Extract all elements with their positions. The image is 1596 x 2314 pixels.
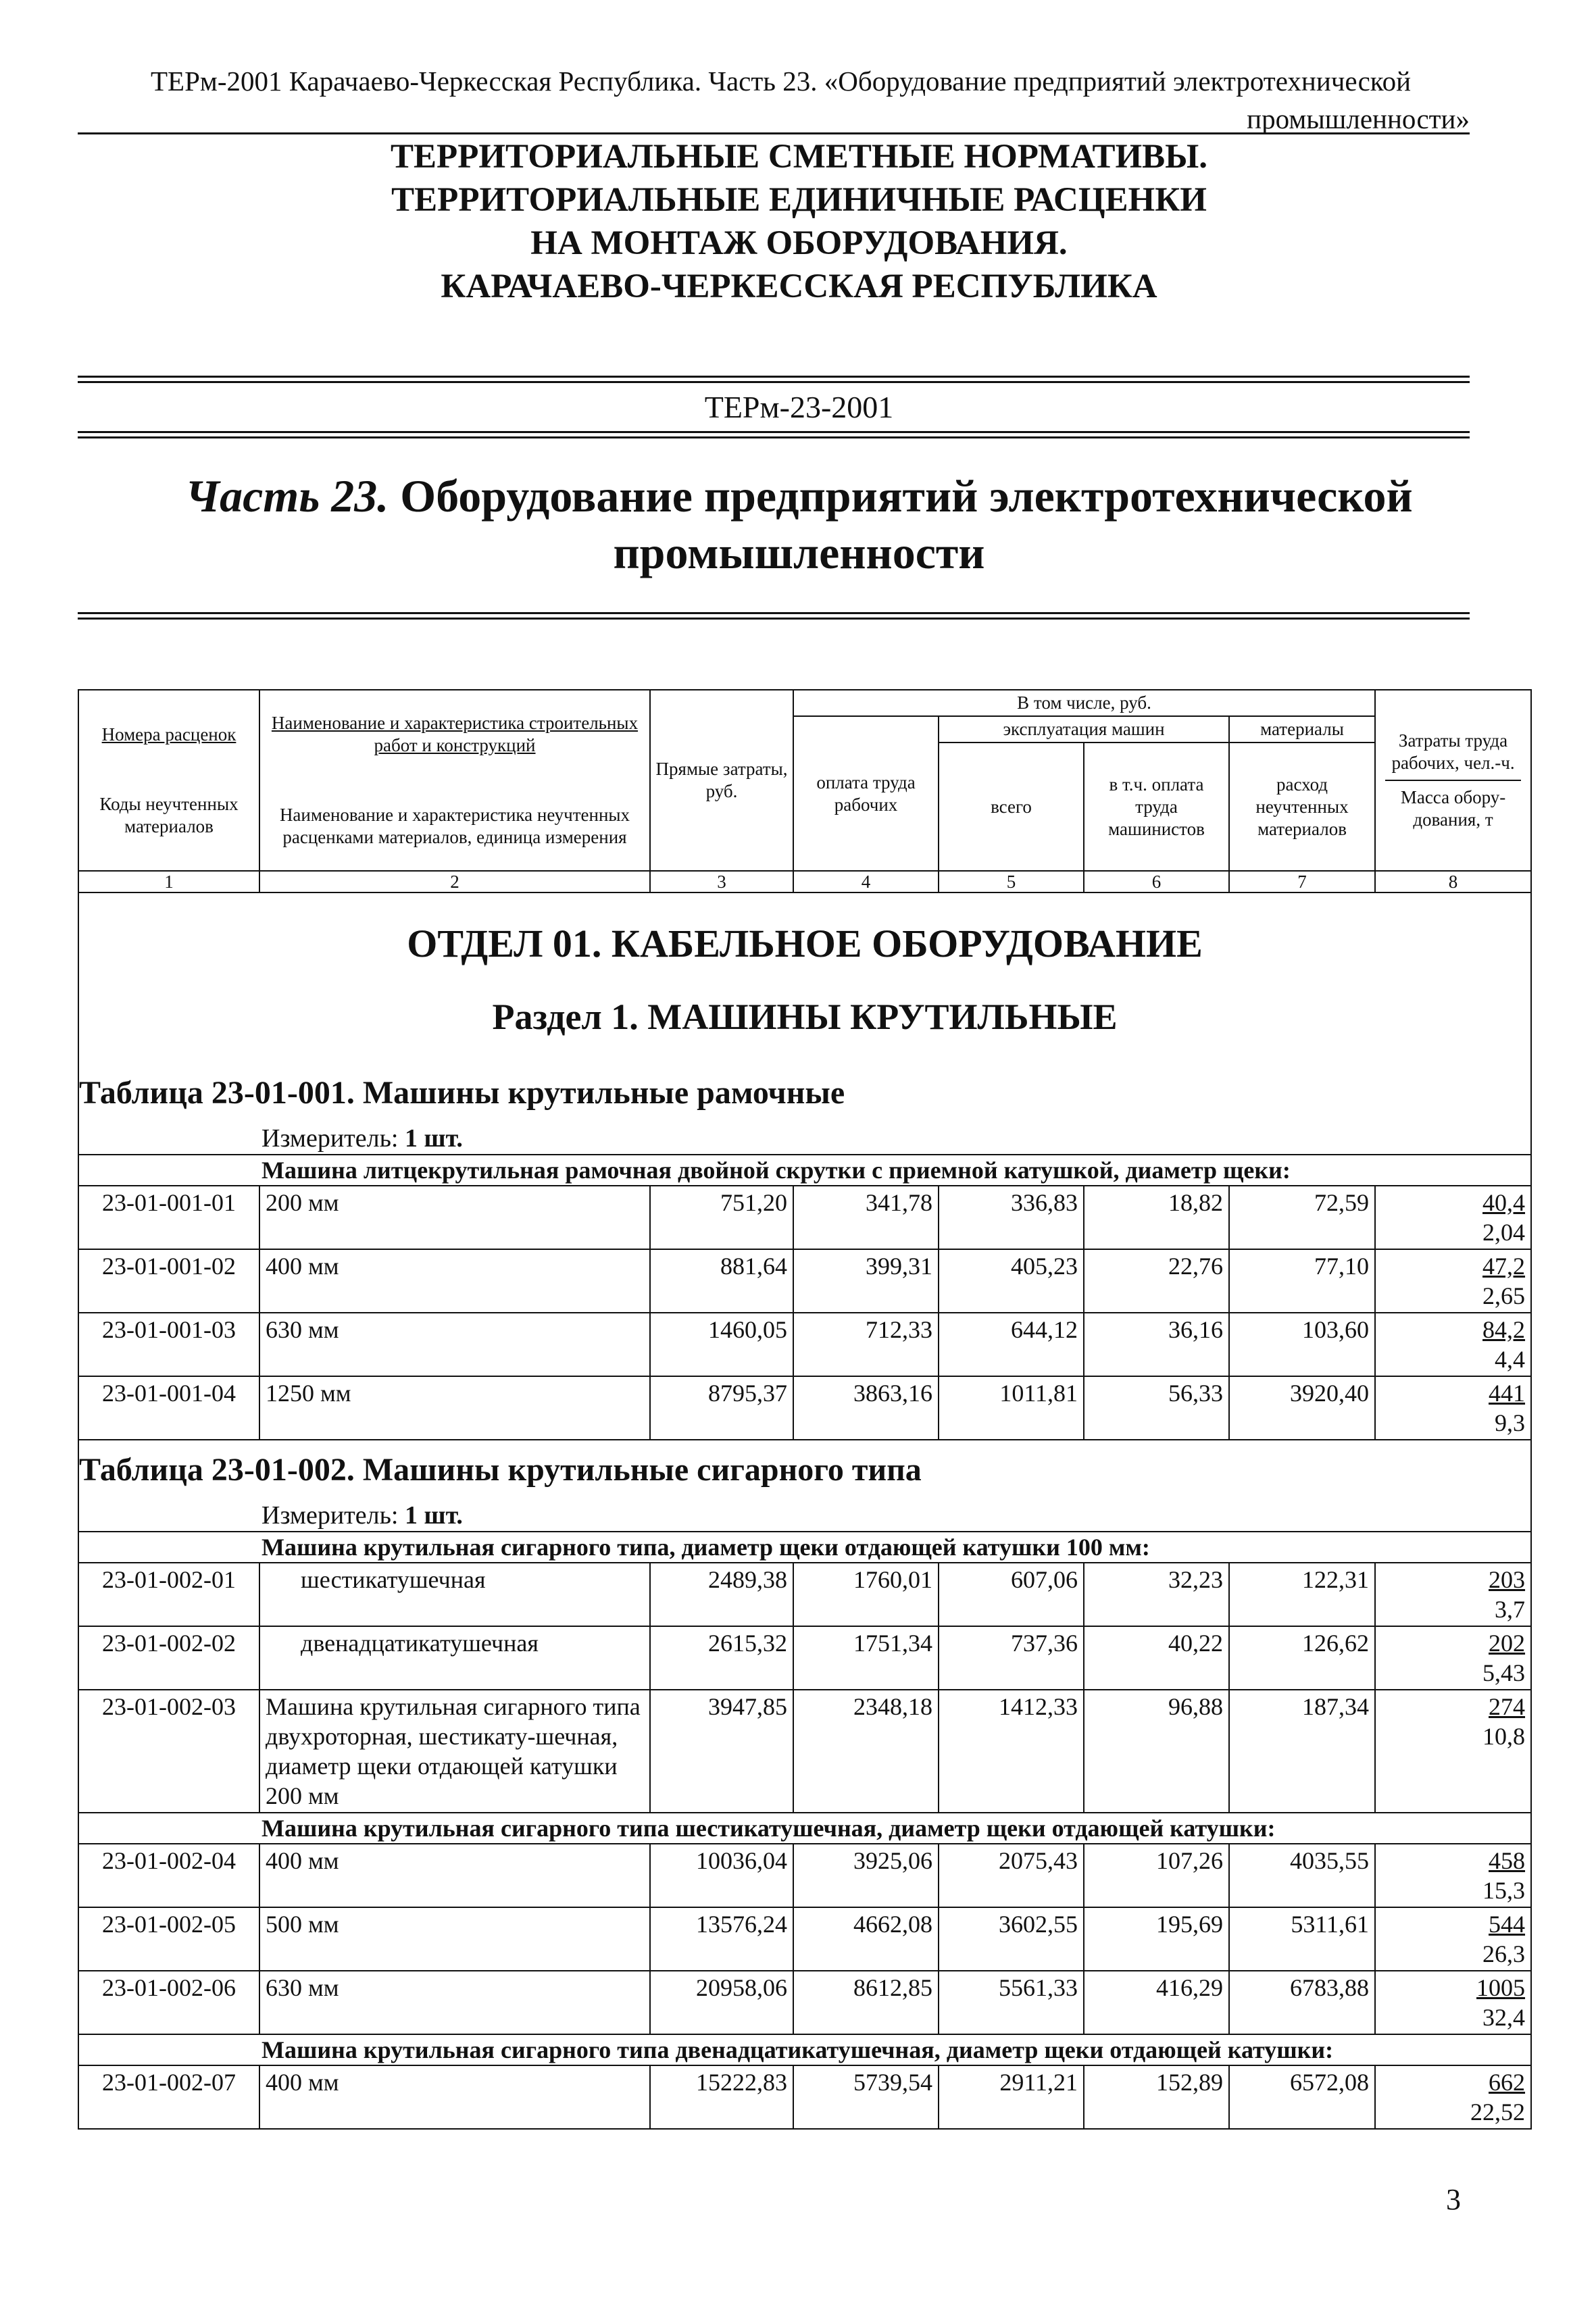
table-row [78, 1313, 1531, 1376]
rate-code: 23-01-001-02 [78, 1249, 259, 1313]
materials-cost: 122,31 [1229, 1563, 1375, 1626]
materials-cost: 6783,88 [1229, 1971, 1375, 2034]
department-title: ОТДЕЛ 01. КАБЕЛЬНОЕ ОБОРУДОВАНИЕ [407, 922, 1203, 965]
work-name: 400 мм [259, 1249, 650, 1313]
labor-hours-mass [1375, 1844, 1531, 1907]
rate-code: 23-01-002-02 [78, 1626, 259, 1690]
column-number: 1 [78, 871, 259, 892]
machinist-labor-cost: 36,16 [1084, 1313, 1229, 1376]
table-row [78, 1690, 1531, 1813]
column-number: 7 [1229, 871, 1375, 892]
labor-hours-mass [1375, 1626, 1531, 1690]
work-name: 630 мм [259, 1313, 650, 1376]
labor-cost: 3925,06 [793, 1844, 939, 1907]
header-col2-bottom: Наименование и характеристика неучтенных расценками материалов, единица измерения [279, 805, 630, 847]
rule [78, 381, 1470, 383]
machinist-labor-cost: 416,29 [1084, 1971, 1229, 2034]
labor-cost: 3863,16 [793, 1376, 939, 1440]
header-rule [78, 132, 1470, 134]
materials-cost: 187,34 [1229, 1690, 1375, 1813]
meter-label: Измеритель: [261, 1124, 399, 1153]
table-row [78, 1844, 1531, 1907]
machine-cost: 2911,21 [939, 2065, 1084, 2129]
machinist-labor-cost: 195,69 [1084, 1907, 1229, 1971]
labor-hours-mass [1375, 1563, 1531, 1626]
column-number-row [78, 871, 1531, 892]
equipment-mass: 3,7 [1495, 1596, 1526, 1623]
machinist-labor-cost: 56,33 [1084, 1376, 1229, 1440]
razdel-title: Раздел 1. МАШИНЫ КРУТИЛЬНЫЕ [492, 997, 1118, 1037]
header-col1-top: Номера расценок [101, 724, 236, 745]
table-row [78, 1971, 1531, 2034]
machine-cost: 1011,81 [939, 1376, 1084, 1440]
group-heading-row [78, 1155, 1531, 1186]
labor-cost: 341,78 [793, 1186, 939, 1249]
header-mach-total: всего [939, 743, 1084, 871]
table-title: Таблица 23-01-001. Машины крутильные рамочные [79, 1075, 845, 1111]
header-machines: эксплуатация машин [939, 716, 1229, 743]
meter-value: 1 шт. [405, 1501, 463, 1530]
main-title-line-4: КАРАЧАЕВО-ЧЕРКЕССКАЯ РЕСПУБЛИКА [441, 268, 1157, 305]
part-title-line-2: промышленности [613, 527, 985, 578]
equipment-mass: 2,04 [1482, 1219, 1526, 1246]
direct-cost: 1460,05 [650, 1313, 793, 1376]
labor-hours: 203 [1489, 1566, 1526, 1593]
direct-cost: 2489,38 [650, 1563, 793, 1626]
machinist-labor-cost: 152,89 [1084, 2065, 1229, 2129]
labor-cost: 1751,34 [793, 1626, 939, 1690]
header-direct: Прямые затраты, руб. [650, 690, 793, 871]
table-row [78, 2065, 1531, 2129]
column-number: 2 [259, 871, 650, 892]
direct-cost: 15222,83 [650, 2065, 793, 2129]
table-body [78, 892, 1531, 2129]
rates-table [78, 689, 1532, 2130]
machine-cost: 1412,33 [939, 1690, 1084, 1813]
labor-cost: 5739,54 [793, 2065, 939, 2129]
labor-hours-mass [1375, 1313, 1531, 1376]
labor-cost: 4662,08 [793, 1907, 939, 1971]
labor-cost: 8612,85 [793, 1971, 939, 2034]
header-col8-bottom: Масса обору-дования, т [1400, 787, 1506, 830]
document-code: ТЕРм-23-2001 [704, 390, 894, 424]
direct-cost: 3947,85 [650, 1690, 793, 1813]
main-title-line-1: ТЕРРИТОРИАЛЬНЫЕ СМЕТНЫЕ НОРМАТИВЫ. [391, 138, 1207, 176]
header-codes [78, 690, 259, 871]
table-row [78, 1249, 1531, 1313]
group-heading: Машина крутильная сигарного типа шестикатушечная, диаметр щеки отдающей катушки: [78, 1813, 1531, 1844]
rate-code: 23-01-001-04 [78, 1376, 259, 1440]
table-header-row [78, 690, 1531, 716]
table-title-row [78, 1073, 1531, 1155]
table-title-cell [78, 1073, 1531, 1155]
meter-value: 1 шт. [405, 1124, 463, 1153]
labor-cost: 1760,01 [793, 1563, 939, 1626]
machine-cost: 3602,55 [939, 1907, 1084, 1971]
meter [79, 1113, 1530, 1154]
work-name: Машина крутильная сигарного типа двухроторная, шестикату-шечная, диаметр щеки отдающей катушки 200 мм [259, 1690, 650, 1813]
group-heading: Машина литцекрутильная рамочная двойной скрутки с приемной катушкой, диаметр щеки: [78, 1155, 1531, 1186]
machine-cost: 607,06 [939, 1563, 1084, 1626]
machine-cost: 644,12 [939, 1313, 1084, 1376]
labor-hours-mass [1375, 1690, 1531, 1813]
table-row [78, 1626, 1531, 1690]
header-labor-hours [1375, 690, 1531, 871]
work-name: 500 мм [259, 1907, 650, 1971]
machine-cost: 737,36 [939, 1626, 1084, 1690]
equipment-mass: 4,4 [1495, 1346, 1526, 1373]
materials-cost: 5311,61 [1229, 1907, 1375, 1971]
machinist-labor-cost: 96,88 [1084, 1690, 1229, 1813]
equipment-mass: 2,65 [1482, 1282, 1526, 1309]
department-cell [78, 892, 1531, 1073]
part-number: Часть 23. [185, 470, 389, 522]
materials-cost: 3920,40 [1229, 1376, 1375, 1440]
part-title-line-1: Оборудование предприятий электротехнической [400, 470, 1413, 522]
materials-cost: 126,62 [1229, 1626, 1375, 1690]
work-name: шестикатушечная [259, 1563, 650, 1626]
main-title [78, 135, 1520, 308]
header-materials: материалы [1229, 716, 1375, 743]
main-title-line-3: НА МОНТАЖ ОБОРУДОВАНИЯ. [530, 224, 1068, 262]
labor-hours-mass [1375, 1971, 1531, 2034]
table-title-cell [78, 1440, 1531, 1532]
materials-cost: 72,59 [1229, 1186, 1375, 1249]
direct-cost: 8795,37 [650, 1376, 793, 1440]
direct-cost: 751,20 [650, 1186, 793, 1249]
part-title [78, 468, 1520, 581]
work-name: двенадцатикатушечная [259, 1626, 650, 1690]
labor-hours: 47,2 [1482, 1253, 1526, 1280]
group-heading: Машина крутильная сигарного типа, диаметр щеки отдающей катушки 100 мм: [78, 1532, 1531, 1563]
equipment-mass: 9,3 [1495, 1409, 1526, 1436]
rule [78, 376, 1470, 378]
labor-hours: 544 [1489, 1911, 1526, 1938]
header-names [259, 690, 650, 871]
equipment-mass: 26,3 [1482, 1940, 1526, 1967]
machine-cost: 5561,33 [939, 1971, 1084, 2034]
header-col2-top: Наименование и характеристика строительных работ и конструкций [271, 713, 639, 755]
header-col8-top: Затраты труда рабочих, чел.-ч. [1391, 730, 1515, 773]
labor-hours: 274 [1489, 1693, 1526, 1720]
labor-cost: 2348,18 [793, 1690, 939, 1813]
group-heading-row [78, 1813, 1531, 1844]
work-name: 400 мм [259, 2065, 650, 2129]
machinist-labor-cost: 18,82 [1084, 1186, 1229, 1249]
labor-hours: 40,4 [1482, 1189, 1526, 1216]
rate-code: 23-01-001-01 [78, 1186, 259, 1249]
column-number: 5 [939, 871, 1084, 892]
main-title-line-2: ТЕРРИТОРИАЛЬНЫЕ ЕДИНИЧНЫЕ РАСЦЕНКИ [391, 181, 1207, 219]
rate-code: 23-01-002-07 [78, 2065, 259, 2129]
rate-code: 23-01-001-03 [78, 1313, 259, 1376]
column-number: 3 [650, 871, 793, 892]
labor-hours: 202 [1489, 1630, 1526, 1657]
materials-cost: 77,10 [1229, 1249, 1375, 1313]
labor-hours: 662 [1489, 2069, 1526, 2096]
table-title: Таблица 23-01-002. Машины крутильные сигарного типа [79, 1452, 922, 1488]
labor-hours-mass [1375, 2065, 1531, 2129]
meter-label: Измеритель: [261, 1501, 399, 1530]
rule [78, 618, 1470, 620]
machinist-labor-cost: 107,26 [1084, 1844, 1229, 1907]
header-mat-usage: расход неучтенных материалов [1229, 743, 1375, 871]
labor-hours: 458 [1489, 1847, 1526, 1874]
group-heading-row [78, 2034, 1531, 2065]
labor-hours-mass [1375, 1186, 1531, 1249]
rate-code: 23-01-002-03 [78, 1690, 259, 1813]
machinist-labor-cost: 22,76 [1084, 1249, 1229, 1313]
running-header-line-2: промышленности» [1247, 103, 1470, 134]
work-name: 630 мм [259, 1971, 650, 2034]
running-header-line-1: ТЕРм-2001 Карачаево-Черкесская Республика. Часть 23. «Оборудование предприятий электротехнической [151, 66, 1412, 97]
table-title-row [78, 1440, 1531, 1532]
rate-code: 23-01-002-01 [78, 1563, 259, 1626]
table-row [78, 1563, 1531, 1626]
running-header [78, 62, 1470, 138]
work-name: 200 мм [259, 1186, 650, 1249]
column-number: 6 [1084, 871, 1229, 892]
labor-hours-mass [1375, 1249, 1531, 1313]
labor-hours-mass [1375, 1376, 1531, 1440]
labor-cost: 399,31 [793, 1249, 939, 1313]
page-number: 3 [1446, 2183, 1461, 2216]
header-mach-labor: в т.ч. оплата труда машинистов [1084, 743, 1229, 871]
direct-cost: 2615,32 [650, 1626, 793, 1690]
equipment-mass: 22,52 [1470, 2098, 1526, 2126]
direct-cost: 20958,06 [650, 1971, 793, 2034]
materials-cost: 4035,55 [1229, 1844, 1375, 1907]
machinist-labor-cost: 40,22 [1084, 1626, 1229, 1690]
labor-cost: 712,33 [793, 1313, 939, 1376]
rate-code: 23-01-002-05 [78, 1907, 259, 1971]
labor-hours-mass [1375, 1907, 1531, 1971]
equipment-mass: 15,3 [1482, 1877, 1526, 1904]
rule [78, 431, 1470, 433]
direct-cost: 13576,24 [650, 1907, 793, 1971]
rule [78, 612, 1470, 614]
header-incl: В том числе, руб. [793, 690, 1375, 716]
machinist-labor-cost: 32,23 [1084, 1563, 1229, 1626]
table-row [78, 1186, 1531, 1249]
equipment-mass: 5,43 [1482, 1659, 1526, 1686]
equipment-mass: 32,4 [1482, 2004, 1526, 2031]
materials-cost: 103,60 [1229, 1313, 1375, 1376]
department-row [78, 892, 1531, 1073]
header-labor: оплата труда рабочих [793, 716, 939, 871]
work-name: 1250 мм [259, 1376, 650, 1440]
table-row [78, 1907, 1531, 1971]
direct-cost: 10036,04 [650, 1844, 793, 1907]
labor-hours: 84,2 [1482, 1316, 1526, 1343]
header-col1-bottom: Коды неучтенных материалов [99, 793, 239, 836]
table-row [78, 1376, 1531, 1440]
group-heading-row [78, 1532, 1531, 1563]
equipment-mass: 10,8 [1482, 1723, 1526, 1750]
machine-cost: 405,23 [939, 1249, 1084, 1313]
machine-cost: 2075,43 [939, 1844, 1084, 1907]
rate-code: 23-01-002-04 [78, 1844, 259, 1907]
direct-cost: 881,64 [650, 1249, 793, 1313]
rate-code: 23-01-002-06 [78, 1971, 259, 2034]
column-number: 4 [793, 871, 939, 892]
group-heading: Машина крутильная сигарного типа двенадцатикатушечная, диаметр щеки отдающей катушки: [78, 2034, 1531, 2065]
labor-hours: 441 [1489, 1380, 1526, 1407]
rule [78, 436, 1470, 438]
machine-cost: 336,83 [939, 1186, 1084, 1249]
meter [79, 1490, 1530, 1531]
column-number: 8 [1375, 871, 1531, 892]
labor-hours: 1005 [1476, 1974, 1526, 2001]
materials-cost: 6572,08 [1229, 2065, 1375, 2129]
work-name: 400 мм [259, 1844, 650, 1907]
